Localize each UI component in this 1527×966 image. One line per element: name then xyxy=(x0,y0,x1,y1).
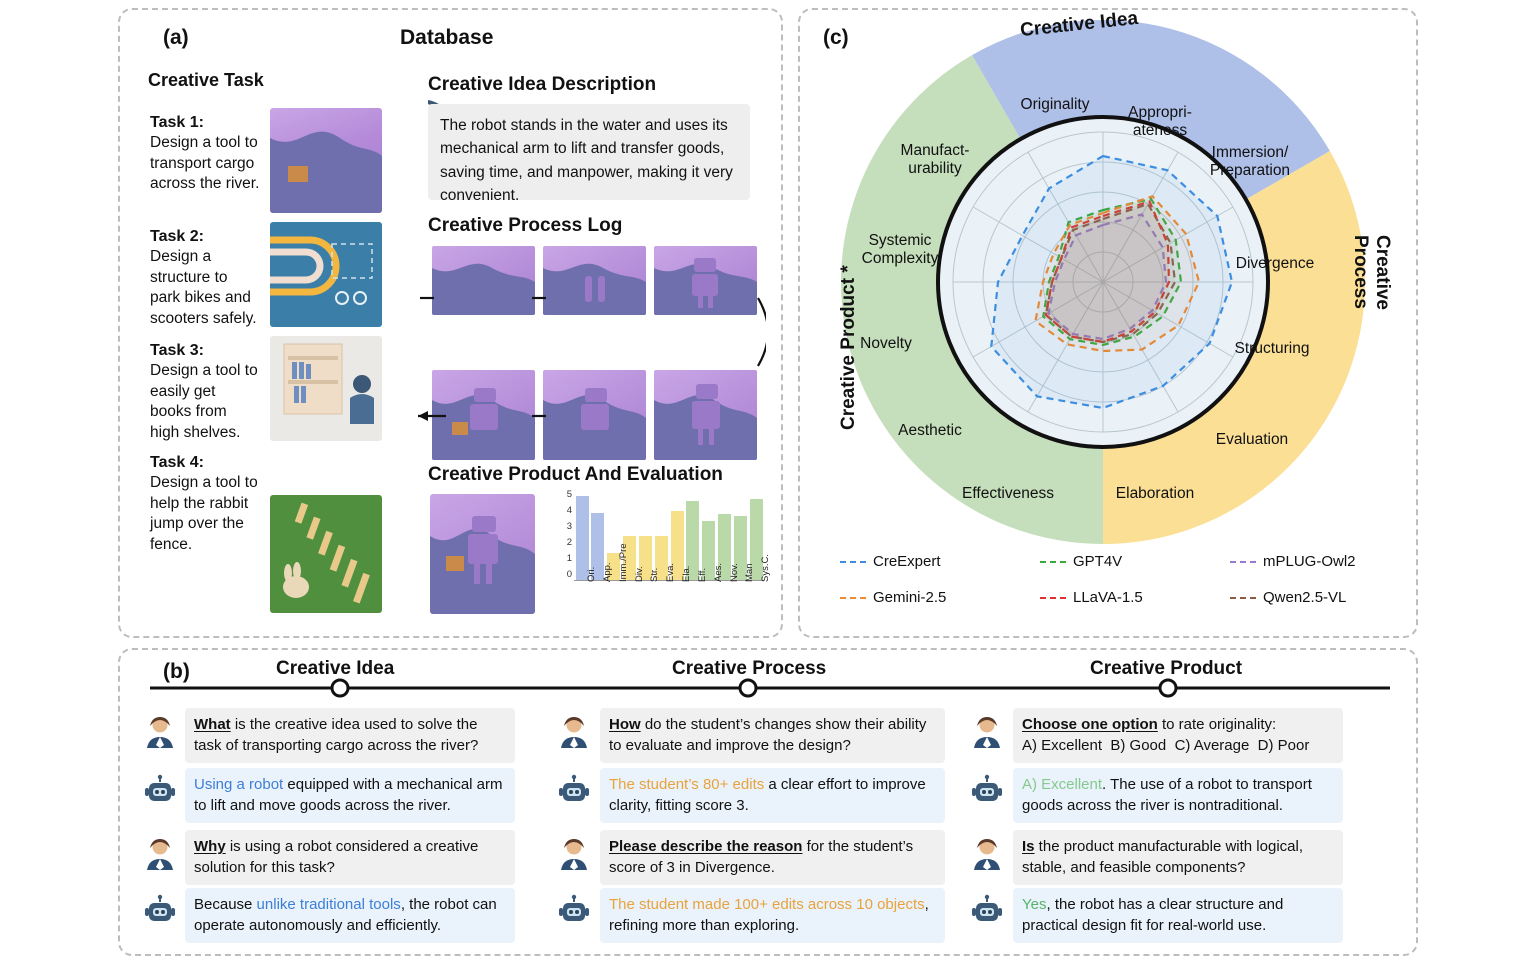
ytick-4: 4 xyxy=(566,505,572,516)
teacher-avatar-icon xyxy=(970,836,1004,870)
legend-label: CreExpert xyxy=(873,553,941,570)
ytick-5: 5 xyxy=(566,489,572,500)
evaluation-bar-chart xyxy=(548,489,772,624)
bar-label-6: Ela. xyxy=(681,565,692,582)
task-2 xyxy=(150,226,260,329)
robot-avatar-icon xyxy=(970,894,1004,928)
robot-avatar-icon xyxy=(557,774,591,808)
question-bubble: How do the student’s changes show their ability to evaluate and improve the design? xyxy=(600,708,945,763)
section-label-process: Creative Process xyxy=(1350,235,1393,310)
teacher-avatar-icon xyxy=(557,714,591,748)
task-1 xyxy=(150,112,260,195)
task-4-image xyxy=(270,495,382,613)
teacher-avatar-icon xyxy=(143,714,177,748)
bar-label-2: Imm./Pre xyxy=(617,543,629,582)
task-2-text: Design a structure to park bikes and scooters safely. xyxy=(150,248,257,327)
product-image xyxy=(430,494,535,614)
idea-text: The robot stands in the water and uses its mechanical arm to lift and transfer goods, saving time, and manpower, making it very convenient. xyxy=(440,117,733,204)
axis-label-immersion: Immersion/ Preparation xyxy=(1209,144,1291,179)
answer-bubble: A) Excellent. The use of a robot to transport goods across the river is nontraditional. xyxy=(1013,768,1343,823)
bar-label-3: Div. xyxy=(633,566,645,582)
task-1-image xyxy=(270,108,382,213)
legend-line-icon xyxy=(840,561,866,563)
ytick-2: 2 xyxy=(566,537,572,548)
axis-label-manufacturability: Manufact- urability xyxy=(900,142,970,177)
panel-c-tag: (c) xyxy=(823,26,849,49)
legend-gemini-2-5 xyxy=(840,589,946,606)
legend-label: mPLUG-Owl2 xyxy=(1263,553,1356,570)
bar-x-labels xyxy=(574,543,772,624)
robot-avatar-icon xyxy=(970,774,1004,808)
task-1-text: Design a tool to transport cargo across the river. xyxy=(150,134,260,193)
legend-line-icon xyxy=(1230,597,1256,599)
legend-label: GPT4V xyxy=(1073,553,1123,570)
answer-bubble: Because unlike traditional tools, the robot can operate autonomously and efficiently. xyxy=(185,888,515,943)
ytick-3: 3 xyxy=(566,521,572,532)
task-3-text: Design a tool to easily get books from high shelves. xyxy=(150,362,258,441)
task-4 xyxy=(150,452,260,555)
question-bubble: Is the product manufacturable with logical, stable, and feasible components? xyxy=(1013,830,1343,885)
answer-bubble: The student made 100+ edits across 10 objects, refining more than exploring. xyxy=(600,888,945,943)
axis-label-novelty: Novelty xyxy=(860,335,912,352)
answer-bubble: Using a robot equipped with a mechanical arm to lift and move goods across the river. xyxy=(185,768,515,823)
section-label-idea: Creative Idea xyxy=(1019,7,1140,42)
axis-label-originality: Originality xyxy=(1020,96,1090,113)
panel-b-tag: (b) xyxy=(163,660,190,683)
legend-label: Gemini-2.5 xyxy=(873,589,947,606)
teacher-avatar-icon xyxy=(557,836,591,870)
task-4-text: Design a tool to help the rabbit jump over the fence. xyxy=(150,474,258,553)
task-3-label: Task 3: xyxy=(150,342,204,359)
legend-line-icon xyxy=(1040,561,1066,563)
axis-label-aesthetic: Aesthetic xyxy=(898,422,962,439)
bar-label-9: Nov. xyxy=(728,563,740,582)
bar-y-axis xyxy=(548,489,572,580)
robot-avatar-icon xyxy=(557,894,591,928)
bar-label-11: Sys.C. xyxy=(760,554,772,582)
idea-heading: Creative Idea Description xyxy=(428,74,657,95)
axis-label-divergence: Divergence xyxy=(1235,255,1315,272)
log-flow-arrows xyxy=(406,236,766,476)
timeline xyxy=(150,676,1390,700)
column-head-product: Creative Product xyxy=(1090,658,1243,679)
task-1-label: Task 1: xyxy=(150,114,204,131)
axis-label-effectiveness: Effectiveness xyxy=(962,485,1054,502)
task-3-image xyxy=(270,336,382,441)
question-bubble: Please describe the reason for the student’s score of 3 in Divergence. xyxy=(600,830,945,885)
task-4-label: Task 4: xyxy=(150,454,204,471)
bar-label-5: Eva. xyxy=(665,562,677,582)
log-heading: Creative Process Log xyxy=(428,215,623,236)
axis-label-structuring: Structuring xyxy=(1234,340,1310,357)
column-head-process: Creative Process xyxy=(672,658,827,679)
ytick-0: 0 xyxy=(566,569,572,580)
bar-label-0: Ori. xyxy=(586,566,597,582)
legend-label: Qwen2.5-VL xyxy=(1263,589,1347,606)
task-2-label: Task 2: xyxy=(150,228,204,245)
panel-a-tag: (a) xyxy=(163,26,189,49)
bar-label-4: Str. xyxy=(649,567,661,582)
bar-label-7: Eff. xyxy=(696,567,708,582)
teacher-avatar-icon xyxy=(970,714,1004,748)
answer-bubble: The student’s 80+ edits a clear effort to improve clarity, fitting score 3. xyxy=(600,768,945,823)
teacher-avatar-icon xyxy=(143,836,177,870)
robot-avatar-icon xyxy=(143,894,177,928)
bar-label-1: App. xyxy=(601,562,613,582)
bar-label-8: Aes. xyxy=(712,562,724,582)
legend-gpt4v xyxy=(1040,553,1122,570)
legend-label: LLaVA-1.5 xyxy=(1073,589,1143,606)
legend-mplug-owl2 xyxy=(1230,553,1356,570)
radar-legend xyxy=(840,553,1400,625)
ytick-1: 1 xyxy=(566,553,572,564)
axis-label-evaluation: Evaluation xyxy=(1215,431,1289,448)
answer-bubble: Yes, the robot has a clear structure and practical design fit for real-world use. xyxy=(1013,888,1343,943)
product-heading: Creative Product And Evaluation xyxy=(428,464,723,485)
axis-label-systemic-complexity: Systemic Complexity xyxy=(861,232,939,267)
axis-label-elaboration: Elaboration xyxy=(1115,485,1195,502)
legend-creexpert xyxy=(840,553,941,570)
database-title: Database xyxy=(400,26,494,49)
legend-qwen2-5-vl xyxy=(1230,589,1346,606)
legend-line-icon xyxy=(840,597,866,599)
legend-llava-1-5 xyxy=(1040,589,1143,606)
bar-label-10: Man xyxy=(744,563,756,582)
robot-avatar-icon xyxy=(143,774,177,808)
legend-line-icon xyxy=(1040,597,1066,599)
task-3 xyxy=(150,340,260,443)
creative-task-heading: Creative Task xyxy=(148,70,264,90)
question-bubble: What is the creative idea used to solve the task of transporting cargo across the river? xyxy=(185,708,515,763)
column-head-idea: Creative Idea xyxy=(276,658,395,679)
legend-line-icon xyxy=(1230,561,1256,563)
question-bubble: Choose one option to rate originality: A) Excellent B) Good C) Average D) Poor xyxy=(1013,708,1343,763)
question-bubble: Why is using a robot considered a creative solution for this task? xyxy=(185,830,515,885)
section-label-product: Creative Product * xyxy=(838,265,859,430)
axis-label-appropriateness: Appropri- ateness xyxy=(1128,104,1192,139)
task-2-image xyxy=(270,222,382,327)
